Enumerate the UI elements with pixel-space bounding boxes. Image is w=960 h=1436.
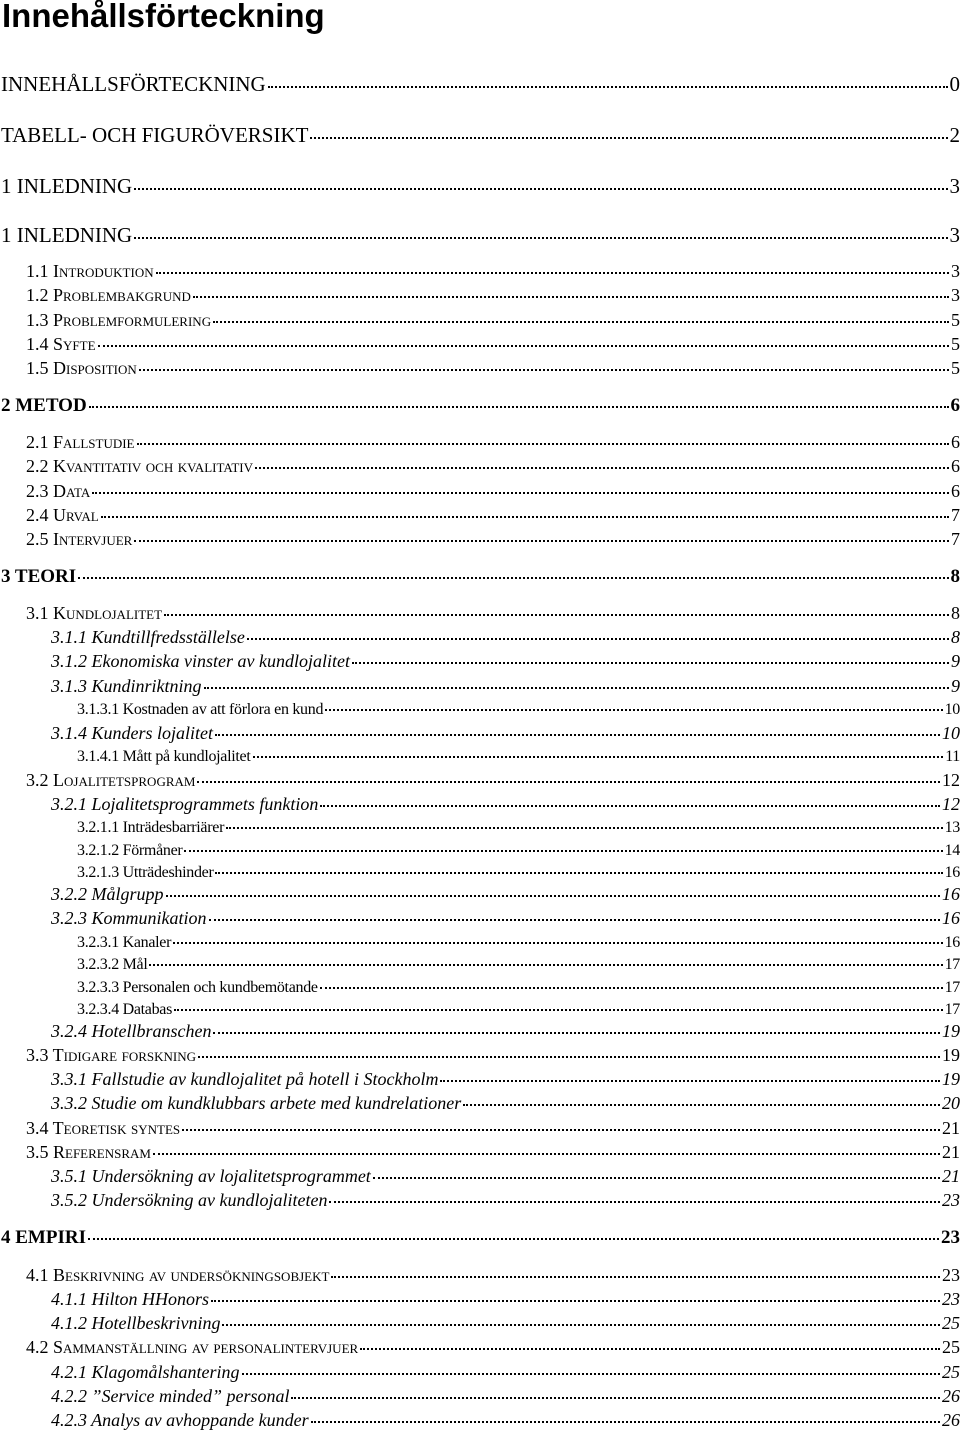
toc-entry[interactable] xyxy=(51,1022,960,1042)
dot-leader xyxy=(197,781,940,783)
toc-entry[interactable] xyxy=(51,1191,960,1211)
toc-entry[interactable] xyxy=(51,628,960,648)
toc-entry[interactable] xyxy=(26,604,960,624)
toc-entry[interactable] xyxy=(51,1411,960,1431)
dot-leader xyxy=(352,662,949,664)
toc-entry-page-number: 7 xyxy=(951,506,960,525)
toc-entry[interactable] xyxy=(26,1266,960,1286)
toc-entry[interactable] xyxy=(26,262,960,282)
toc-entry-page-number: 23 xyxy=(942,1290,960,1309)
toc-entry-title: 3.1.4.1 Mått på kundlojalitet xyxy=(77,748,251,765)
toc-entry-title: 3.5.2 Undersökning av kundlojaliteten xyxy=(51,1191,328,1210)
page-title: Innehållsförteckning xyxy=(2,0,325,34)
toc-entry-title: 3.2.2 Målgrupp xyxy=(51,885,164,904)
dot-leader xyxy=(320,987,943,989)
toc-entry-title: 4.1.2 Hotellbeskrivning xyxy=(51,1314,221,1333)
toc-entry-page-number: 3 xyxy=(951,262,960,281)
dot-leader xyxy=(184,850,942,852)
toc-entry[interactable] xyxy=(1,224,960,247)
dot-leader xyxy=(255,467,949,469)
dot-leader xyxy=(213,321,949,323)
toc-entry-title: 2.3 Data xyxy=(26,482,91,501)
toc-entry-page-number: 2 xyxy=(949,124,960,147)
toc-entry[interactable] xyxy=(77,1001,960,1019)
toc-entry-title: 3.3 Tidigare forskning xyxy=(26,1046,197,1065)
dot-leader xyxy=(149,964,942,966)
toc-entry[interactable] xyxy=(26,1338,960,1358)
toc-entry[interactable] xyxy=(51,1070,960,1090)
toc-entry[interactable] xyxy=(1,124,960,147)
toc-entry-title: 2 METOD xyxy=(1,396,87,416)
dot-leader xyxy=(329,1201,940,1203)
toc-entry-page-number: 8 xyxy=(950,567,960,587)
toc-entry[interactable] xyxy=(26,359,960,379)
dot-leader xyxy=(291,1397,940,1399)
toc-entry-page-number: 25 xyxy=(942,1363,960,1382)
toc-entry-page-number: 17 xyxy=(944,956,960,973)
toc-entry-page-number: 19 xyxy=(942,1070,960,1089)
toc-entry-page-number: 10 xyxy=(942,724,960,743)
dot-leader xyxy=(253,756,944,758)
toc-entry[interactable] xyxy=(1,396,960,417)
toc-entry-page-number: 17 xyxy=(944,979,960,996)
toc-entry-title: 1.4 Syfte xyxy=(26,335,96,354)
dot-leader xyxy=(88,1238,939,1240)
dot-leader xyxy=(310,137,947,139)
dot-leader xyxy=(320,805,940,807)
toc-entry-title: 3.2 Lojalitetsprogram xyxy=(26,771,196,790)
toc-entry-title: 1 INLEDNING xyxy=(1,224,133,247)
toc-entry[interactable] xyxy=(77,842,960,860)
toc-entry-page-number: 0 xyxy=(949,73,960,96)
toc-entry[interactable] xyxy=(1,73,960,96)
toc-entry-page-number: 23 xyxy=(942,1191,960,1210)
dot-leader xyxy=(173,942,942,944)
toc-entry-title: 2.4 Urval xyxy=(26,506,99,525)
toc-entry[interactable] xyxy=(26,457,960,477)
toc-entry[interactable] xyxy=(26,771,960,791)
toc-entry[interactable] xyxy=(1,1228,960,1249)
toc-entry[interactable] xyxy=(77,748,960,766)
dot-leader xyxy=(164,614,949,616)
toc-entry-title: 3.2.4 Hotellbranschen xyxy=(51,1022,212,1041)
dot-leader xyxy=(440,1080,940,1082)
toc-entry[interactable] xyxy=(51,1387,960,1407)
toc-entry-page-number: 3 xyxy=(949,175,960,198)
toc-entry-title: 3.2.1.3 Utträdeshinder xyxy=(77,864,214,881)
dot-leader xyxy=(226,827,942,829)
toc-entry-title: 3.2.3.1 Kanaler xyxy=(77,934,172,951)
toc-entry-page-number: 21 xyxy=(942,1119,960,1138)
toc-entry[interactable] xyxy=(51,909,960,929)
toc-entry-title: 3.1.3.1 Kostnaden av att förlora en kund xyxy=(77,701,324,718)
toc-entry[interactable] xyxy=(51,1363,960,1383)
dot-leader xyxy=(325,709,942,711)
toc-entry-title: 3.2.3.2 Mål xyxy=(77,956,148,973)
toc-entry-page-number: 12 xyxy=(942,795,960,814)
toc-entry-title: 3.4 Teoretisk syntes xyxy=(26,1119,181,1138)
dot-leader xyxy=(331,1276,940,1278)
toc-entry-title: 4.1 Beskrivning av undersökningsobjekt xyxy=(26,1266,330,1285)
toc-entry-page-number: 12 xyxy=(942,771,960,790)
toc-entry[interactable] xyxy=(51,1094,960,1114)
toc-entry-page-number: 23 xyxy=(942,1266,960,1285)
toc-entry[interactable] xyxy=(26,335,960,355)
toc-entry-page-number: 26 xyxy=(942,1411,960,1430)
toc-entry-page-number: 7 xyxy=(951,530,960,549)
dot-leader xyxy=(89,406,949,408)
toc-entry-title: 4.2.1 Klagomålshantering xyxy=(51,1363,240,1382)
dot-leader xyxy=(193,296,949,298)
dot-leader xyxy=(242,1373,940,1375)
toc-entry-title: 3.1.2 Ekonomiska vinster av kundlojalitet xyxy=(51,652,350,671)
toc-entry[interactable] xyxy=(26,433,960,453)
toc-entry-page-number: 6 xyxy=(951,433,960,452)
dot-leader xyxy=(182,1129,940,1131)
dot-leader xyxy=(98,345,949,347)
dot-leader xyxy=(134,188,947,190)
toc-entry-title: 4 EMPIRI xyxy=(1,1228,86,1248)
toc-entry[interactable] xyxy=(77,934,960,952)
toc-entry-title: 1 INLEDNING xyxy=(1,175,133,198)
toc-entry-title: 4.2 Sammanställning av personalintervjuer xyxy=(26,1338,359,1357)
toc-entry-page-number: 8 xyxy=(951,628,960,647)
toc-entry[interactable] xyxy=(51,1314,960,1334)
dot-leader xyxy=(101,516,949,518)
dot-leader xyxy=(215,734,940,736)
toc-entry-title: 3.1.1 Kundtillfredsställelse xyxy=(51,628,245,647)
dot-leader xyxy=(198,1056,940,1058)
toc-entry-page-number: 5 xyxy=(951,359,960,378)
dot-leader xyxy=(134,540,949,542)
toc-entry-page-number: 5 xyxy=(951,335,960,354)
dot-leader xyxy=(463,1104,940,1106)
toc-entry-page-number: 6 xyxy=(950,396,960,416)
toc-entry[interactable] xyxy=(51,885,960,905)
toc-entry-page-number: 25 xyxy=(942,1314,960,1333)
toc-entry-title: 3.1.3 Kundinriktning xyxy=(51,677,202,696)
toc-entry[interactable] xyxy=(77,956,960,974)
dot-leader xyxy=(213,1032,940,1034)
toc-entry-page-number: 9 xyxy=(951,652,960,671)
dot-leader xyxy=(209,919,941,921)
toc-entry-page-number: 19 xyxy=(942,1046,960,1065)
toc-entry-title: 3.2.1.2 Förmåner xyxy=(77,842,183,859)
toc-entry-page-number: 8 xyxy=(951,604,960,623)
toc-entry-page-number: 17 xyxy=(944,1001,960,1018)
toc-entry-page-number: 6 xyxy=(951,482,960,501)
toc-entry-page-number: 13 xyxy=(944,819,960,836)
toc-entry-page-number: 6 xyxy=(951,457,960,476)
dot-leader xyxy=(92,492,949,494)
toc-entry-page-number: 10 xyxy=(944,701,960,718)
dot-leader xyxy=(311,1421,940,1423)
toc-entry-page-number: 21 xyxy=(942,1167,960,1186)
toc-entry-title: 3.1 Kundlojalitet xyxy=(26,604,163,623)
toc-entry-title: INNEHÅLLSFÖRTECKNING xyxy=(1,73,266,96)
toc-entry-title: 3.2.3.4 Databas xyxy=(77,1001,173,1018)
toc-entry-title: TABELL- OCH FIGURÖVERSIKT xyxy=(1,124,309,147)
dot-leader xyxy=(373,1177,940,1179)
toc-entry-page-number: 14 xyxy=(944,842,960,859)
toc-entry[interactable] xyxy=(26,1143,960,1163)
toc-entry-title: 4.2.3 Analys av avhoppande kunder xyxy=(51,1411,309,1430)
toc-entry-title: 3.5.1 Undersökning av lojalitetsprogrammet xyxy=(51,1167,371,1186)
dot-leader xyxy=(222,1324,940,1326)
toc-entry-page-number: 3 xyxy=(949,224,960,247)
toc-entry-page-number: 3 xyxy=(951,286,960,305)
toc-entry-title: 3.2.3.3 Personalen och kundbemötande xyxy=(77,979,318,996)
dot-leader xyxy=(166,895,941,897)
toc-entry-page-number: 26 xyxy=(942,1387,960,1406)
toc-entry[interactable] xyxy=(51,652,960,672)
toc-entry-page-number: 16 xyxy=(942,885,960,904)
toc-entry[interactable] xyxy=(26,286,960,306)
toc-entry-page-number: 5 xyxy=(951,311,960,330)
toc-entry-title: 3.3.2 Studie om kundklubbars arbete med kundrelationer xyxy=(51,1094,462,1113)
dot-leader xyxy=(211,1300,940,1302)
dot-leader xyxy=(153,1153,940,1155)
toc-entry[interactable] xyxy=(51,677,960,697)
toc-entry-page-number: 19 xyxy=(942,1022,960,1041)
toc-entry[interactable] xyxy=(77,979,960,997)
toc-entry[interactable] xyxy=(26,1046,960,1066)
toc-entry[interactable] xyxy=(26,311,960,331)
toc-entry-title: 3.5 Referensram xyxy=(26,1143,151,1162)
toc-entry-page-number: 9 xyxy=(951,677,960,696)
dot-leader xyxy=(137,443,950,445)
toc-entry-title: 3.2.1.1 Inträdesbarriärer xyxy=(77,819,225,836)
toc-entry-title: 3.3.1 Fallstudie av kundlojalitet på hotell i Stockholm xyxy=(51,1070,439,1089)
toc-entry-title: 1.3 Problemformulering xyxy=(26,311,212,330)
toc-entry[interactable] xyxy=(26,506,960,526)
toc-entry[interactable] xyxy=(51,1167,960,1187)
toc-entry-title: 4.2.2 ”Service minded” personal xyxy=(51,1387,290,1406)
toc-entry-title: 3.1.4 Kunders lojalitet xyxy=(51,724,213,743)
dot-leader xyxy=(156,272,949,274)
dot-leader xyxy=(134,237,947,239)
toc-entry[interactable] xyxy=(77,864,960,882)
toc-entry[interactable] xyxy=(77,819,960,837)
dot-leader xyxy=(174,1009,943,1011)
toc-entry-page-number: 23 xyxy=(941,1228,960,1248)
toc-entry[interactable] xyxy=(26,482,960,502)
toc-entry-title: 3.2.1 Lojalitetsprogrammets funktion xyxy=(51,795,319,814)
toc-entry[interactable] xyxy=(77,701,960,719)
toc-entry-title: 2.1 Fallstudie xyxy=(26,433,135,452)
toc-entry[interactable] xyxy=(51,724,960,744)
toc-entry[interactable] xyxy=(51,795,960,815)
toc-entry-page-number: 11 xyxy=(945,748,960,765)
dot-leader xyxy=(247,638,949,640)
toc-entry[interactable] xyxy=(26,530,960,550)
toc-entry-title: 4.1.1 Hilton HHonors xyxy=(51,1290,210,1309)
toc-entry[interactable] xyxy=(1,175,960,198)
toc-entry[interactable] xyxy=(26,1119,960,1139)
toc-entry-title: 2.2 Kvantitativ och kvalitativ xyxy=(26,457,253,476)
toc-entry-title: 1.1 Introduktion xyxy=(26,262,154,281)
dot-leader xyxy=(268,86,948,88)
dot-leader xyxy=(215,872,942,874)
toc-entry-page-number: 16 xyxy=(944,864,960,881)
toc-entry-page-number: 16 xyxy=(944,934,960,951)
toc-entry[interactable] xyxy=(51,1290,960,1310)
toc-entry-title: 3.2.3 Kommunikation xyxy=(51,909,207,928)
dot-leader xyxy=(78,577,948,579)
toc-entry-title: 3 TEORI xyxy=(1,567,77,587)
dot-leader xyxy=(360,1348,940,1350)
toc-entry-page-number: 16 xyxy=(942,909,960,928)
toc-entry[interactable] xyxy=(1,567,960,588)
dot-leader xyxy=(139,369,949,371)
toc-entry-title: 1.5 Disposition xyxy=(26,359,137,378)
toc-entry-page-number: 20 xyxy=(942,1094,960,1113)
dot-leader xyxy=(204,687,949,689)
toc-entry-title: 2.5 Intervjuer xyxy=(26,530,133,549)
toc-entry-page-number: 25 xyxy=(942,1338,960,1357)
toc-entry-page-number: 21 xyxy=(942,1143,960,1162)
toc-entry-title: 1.2 Problembakgrund xyxy=(26,286,191,305)
